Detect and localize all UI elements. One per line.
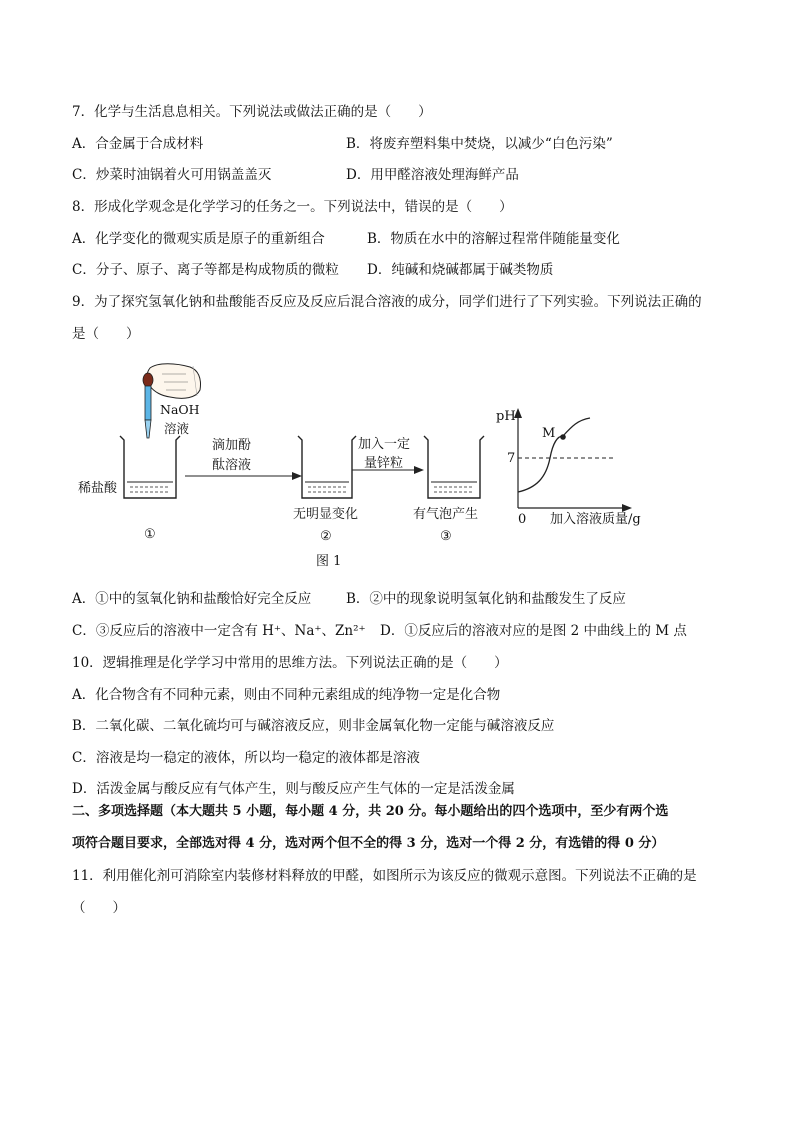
q8-stem: 8．形成化学观念是化学学习的任务之一。下列说法中，错误的是（ ） [72,199,513,215]
beaker-1-number: ① [144,527,156,542]
step1-line2: 酞溶液 [212,458,252,473]
q11-stem: 11．利用催化剂可消除室内装修材料释放的甲醛，如图所示为该反应的微观示意图。下列说法不正确的是 [72,868,697,884]
step1-line1: 滴加酚 [212,438,252,453]
figure-caption: 图 1 [316,554,342,569]
observation-3: 有气泡产生 [413,507,479,522]
naoh-solution-label: 溶液 [164,421,190,436]
q9-option-c: C．③反应后的溶液中一定含有 H⁺、Na⁺、Zn²⁺ [72,623,366,639]
q7-option-b: B．将废弃塑料集中焚烧，以减少“白色污染” [346,136,613,152]
q8-option-a: A．化学变化的微观实质是原子的重新组合 [72,231,325,247]
beaker-2 [298,436,356,498]
arrow-1-icon [292,472,302,480]
q7-option-a: A．合金属于合成材料 [72,136,204,152]
experiment-figure [0,360,794,575]
section-2-instructions: 项符合题目要求，全部选对得 4 分，选对两个但不全的得 3 分，选对一个得 2 分，有选错的得 0 分） [72,836,665,851]
q9-option-d: D．①反应后的溶液对应的是图 2 中曲线上的 M 点 [380,623,687,639]
ph-graph [514,408,632,512]
graph-point-label: M [542,426,556,441]
q11-stem-cont: （ ） [72,900,126,916]
step2-line2: 量锌粒 [364,456,404,471]
hand-icon [147,364,201,399]
q10-option-a: A．化合物含有不同种元素，则由不同种元素组成的纯净物一定是化合物 [72,687,501,703]
section-2-heading: 二、多项选择题（本大题共 5 小题，每小题 4 分，共 20 分。每小题给出的四个选项中，至少有两个选 [72,804,669,819]
q7-stem: 7．化学与生活息息相关。下列说法或做法正确的是（ ） [72,104,432,120]
q8-option-d: D．纯碱和烧碱都属于碱类物质 [367,262,554,278]
graph-x-label: 加入溶液质量/g [550,512,641,527]
observation-2: 无明显变化 [293,507,359,522]
point-m [560,434,566,440]
beaker-1 [120,436,180,498]
q10-option-d: D．活泼金属与酸反应有气体产生，则与酸反应产生气体的一定是活泼金属 [72,781,515,797]
graph-seven-label: 7 [507,451,516,466]
q8-option-c: C．分子、原子、离子等都是构成物质的微粒 [72,262,339,278]
q7-option-c: C．炒菜时油锅着火可用锅盖盖灭 [72,167,272,183]
q9-stem-cont: 是（ ） [72,326,140,342]
naoh-label: NaOH [160,402,200,417]
q8-option-b: B．物质在水中的溶解过程常伴随能量变化 [367,231,620,247]
beaker-2-number: ② [320,529,332,544]
step2-line1: 加入一定 [358,437,411,452]
beaker-3-number: ③ [440,529,452,544]
q10-option-c: C．溶液是均一稳定的液体，所以均一稳定的液体都是溶液 [72,750,420,766]
q10-stem: 10．逻辑推理是化学学习中常用的思维方法。下列说法正确的是（ ） [72,655,508,671]
graph-y-label: pH [496,409,516,424]
q9-option-b: B．②中的现象说明氢氧化钠和盐酸发生了反应 [346,591,626,607]
acid-label: 稀盐酸 [78,481,118,496]
arrow-2-icon [414,466,424,474]
q10-option-b: B．二氧化碳、二氧化硫均可与碱溶液反应，则非金属氧化物一定能与碱溶液反应 [72,718,555,734]
q7-option-d: D．用甲醛溶液处理海鲜产品 [346,167,519,183]
dropper-icon [143,373,153,438]
q9-option-a: A．①中的氢氧化钠和盐酸恰好完全反应 [72,591,312,607]
q9-stem: 9．为了探究氢氧化钠和盐酸能否反应及反应后混合溶液的成分，同学们进行了下列实验。下列说法正确的 [72,294,702,310]
beaker-3 [424,436,484,498]
graph-origin-label: 0 [518,512,527,527]
